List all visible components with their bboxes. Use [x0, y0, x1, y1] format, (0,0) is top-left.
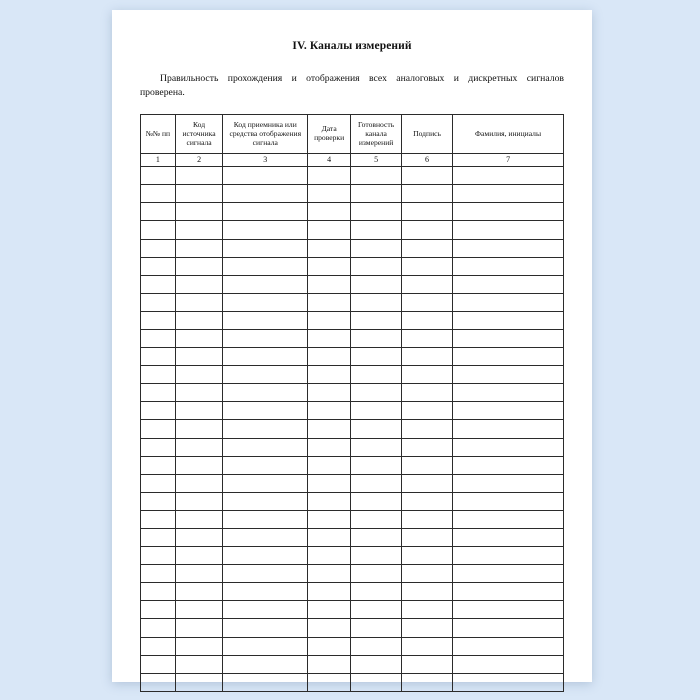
table-cell[interactable] [401, 329, 452, 347]
table-cell[interactable] [223, 655, 308, 673]
table-cell[interactable] [351, 239, 402, 257]
table-cell[interactable] [401, 673, 452, 691]
table-cell[interactable] [351, 492, 402, 510]
table-cell[interactable] [175, 239, 223, 257]
table-cell[interactable] [308, 565, 351, 583]
table-cell[interactable] [401, 384, 452, 402]
table-cell[interactable] [141, 348, 176, 366]
table-cell[interactable] [351, 311, 402, 329]
table-cell[interactable] [351, 384, 402, 402]
table-cell[interactable] [401, 655, 452, 673]
table-cell[interactable] [223, 474, 308, 492]
table-cell[interactable] [141, 474, 176, 492]
table-row[interactable] [141, 583, 564, 601]
table-cell[interactable] [401, 420, 452, 438]
table-cell[interactable] [175, 257, 223, 275]
table-row[interactable] [141, 420, 564, 438]
table-row[interactable] [141, 366, 564, 384]
column-number-6: 6 [401, 154, 452, 167]
table-cell[interactable] [308, 185, 351, 203]
table-cell[interactable] [141, 275, 176, 293]
table-cell[interactable] [223, 221, 308, 239]
table-row[interactable] [141, 637, 564, 655]
table-cell[interactable] [308, 239, 351, 257]
table-row[interactable] [141, 311, 564, 329]
table-cell[interactable] [351, 619, 402, 637]
table-row[interactable] [141, 510, 564, 528]
table-row[interactable] [141, 402, 564, 420]
table-cell[interactable] [223, 601, 308, 619]
column-header-signature: Подпись [401, 115, 452, 154]
measurement-channels-table [140, 114, 564, 692]
table-cell[interactable] [401, 619, 452, 637]
table-cell[interactable] [175, 311, 223, 329]
table-row[interactable] [141, 384, 564, 402]
table-cell[interactable] [351, 583, 402, 601]
table-cell[interactable] [453, 293, 564, 311]
table-cell[interactable] [175, 510, 223, 528]
table-cell[interactable] [453, 474, 564, 492]
table-cell[interactable] [141, 185, 176, 203]
column-number-7: 7 [453, 154, 564, 167]
table-cell[interactable] [141, 293, 176, 311]
table-cell[interactable] [223, 348, 308, 366]
table-cell[interactable] [175, 637, 223, 655]
table-cell[interactable] [175, 529, 223, 547]
table-cell[interactable] [401, 438, 452, 456]
table-cell[interactable] [141, 510, 176, 528]
table-cell[interactable] [308, 474, 351, 492]
table-cell[interactable] [401, 456, 452, 474]
table-cell[interactable] [308, 275, 351, 293]
table-cell[interactable] [223, 275, 308, 293]
column-header-receiver-code: Код приемника или средства отображения сигнала [223, 115, 308, 154]
table-cell[interactable] [141, 619, 176, 637]
table-cell[interactable] [351, 601, 402, 619]
table-cell[interactable] [401, 221, 452, 239]
table-cell[interactable] [175, 655, 223, 673]
table-cell[interactable] [401, 348, 452, 366]
table-cell[interactable] [351, 275, 402, 293]
table-cell[interactable] [223, 185, 308, 203]
table-cell[interactable] [308, 637, 351, 655]
table-cell[interactable] [141, 637, 176, 655]
table-row[interactable] [141, 492, 564, 510]
table-cell[interactable] [453, 637, 564, 655]
table-cell[interactable] [223, 257, 308, 275]
table-cell[interactable] [175, 167, 223, 185]
table-cell[interactable] [401, 492, 452, 510]
table-cell[interactable] [223, 565, 308, 583]
table-cell[interactable] [175, 601, 223, 619]
table-cell[interactable] [223, 619, 308, 637]
table-cell[interactable] [401, 239, 452, 257]
table-cell[interactable] [351, 547, 402, 565]
table-cell[interactable] [223, 637, 308, 655]
table-cell[interactable] [175, 438, 223, 456]
table-cell[interactable] [453, 673, 564, 691]
table-cell[interactable] [175, 583, 223, 601]
table-cell[interactable] [141, 402, 176, 420]
table-cell[interactable] [401, 203, 452, 221]
table-cell[interactable] [401, 601, 452, 619]
table-row[interactable] [141, 456, 564, 474]
table-cell[interactable] [351, 329, 402, 347]
table-cell[interactable] [308, 384, 351, 402]
table-cell[interactable] [223, 456, 308, 474]
table-cell[interactable] [351, 402, 402, 420]
table-cell[interactable] [351, 529, 402, 547]
table-cell[interactable] [223, 547, 308, 565]
table-cell[interactable] [141, 438, 176, 456]
table-cell[interactable] [453, 420, 564, 438]
table-cell[interactable] [351, 510, 402, 528]
table-cell[interactable] [351, 456, 402, 474]
table-cell[interactable] [223, 167, 308, 185]
table-cell[interactable] [308, 293, 351, 311]
table-cell[interactable] [453, 583, 564, 601]
table-cell[interactable] [401, 547, 452, 565]
table-cell[interactable] [453, 167, 564, 185]
table-row[interactable] [141, 601, 564, 619]
table-cell[interactable] [308, 456, 351, 474]
table-cell[interactable] [308, 601, 351, 619]
table-cell[interactable] [351, 221, 402, 239]
table-cell[interactable] [401, 275, 452, 293]
table-cell[interactable] [223, 384, 308, 402]
table-cell[interactable] [351, 565, 402, 583]
table-cell[interactable] [401, 529, 452, 547]
table-row[interactable] [141, 348, 564, 366]
table-cell[interactable] [223, 239, 308, 257]
table-cell[interactable] [175, 203, 223, 221]
table-cell[interactable] [175, 329, 223, 347]
table-cell[interactable] [308, 348, 351, 366]
table-row[interactable] [141, 185, 564, 203]
table-cell[interactable] [401, 185, 452, 203]
table-cell[interactable] [141, 221, 176, 239]
table-cell[interactable] [453, 203, 564, 221]
page-content [140, 40, 564, 692]
table-cell[interactable] [175, 420, 223, 438]
table-row[interactable] [141, 565, 564, 583]
table-cell[interactable] [351, 348, 402, 366]
column-header-source-code: Код источника сигнала [175, 115, 223, 154]
table-row[interactable] [141, 329, 564, 347]
table-cell[interactable] [223, 583, 308, 601]
table-cell[interactable] [308, 619, 351, 637]
table-cell[interactable] [141, 655, 176, 673]
table-cell[interactable] [141, 583, 176, 601]
table-cell[interactable] [308, 547, 351, 565]
table-cell[interactable] [308, 438, 351, 456]
table-cell[interactable] [453, 402, 564, 420]
table-cell[interactable] [141, 529, 176, 547]
column-number-2: 2 [175, 154, 223, 167]
table-cell[interactable] [351, 257, 402, 275]
table-row[interactable] [141, 239, 564, 257]
table-cell[interactable] [141, 239, 176, 257]
table-cell[interactable] [223, 293, 308, 311]
table-cell[interactable] [141, 673, 176, 691]
table-cell[interactable] [453, 348, 564, 366]
table-cell[interactable] [141, 547, 176, 565]
table-cell[interactable] [308, 167, 351, 185]
column-header-surname-initials: Фамилия, инициалы [453, 115, 564, 154]
table-cell[interactable] [453, 221, 564, 239]
table-cell[interactable] [223, 311, 308, 329]
table-cell[interactable] [351, 366, 402, 384]
table-cell[interactable] [223, 438, 308, 456]
table-cell[interactable] [175, 474, 223, 492]
table-cell[interactable] [351, 474, 402, 492]
table-cell[interactable] [308, 492, 351, 510]
table-cell[interactable] [453, 275, 564, 293]
table-cell[interactable] [401, 565, 452, 583]
table-cell[interactable] [308, 583, 351, 601]
table-cell[interactable] [141, 311, 176, 329]
column-header-check-date: Дата проверки [308, 115, 351, 154]
table-cell[interactable] [401, 293, 452, 311]
table-cell[interactable] [351, 655, 402, 673]
table-cell[interactable] [453, 239, 564, 257]
table-cell[interactable] [141, 492, 176, 510]
table-row[interactable] [141, 257, 564, 275]
table-row[interactable] [141, 547, 564, 565]
table-cell[interactable] [308, 329, 351, 347]
table-cell[interactable] [141, 565, 176, 583]
table-cell[interactable] [175, 384, 223, 402]
table-cell[interactable] [141, 329, 176, 347]
table-cell[interactable] [351, 203, 402, 221]
table-cell[interactable] [175, 402, 223, 420]
page-title: IV. Каналы измерений [292, 40, 412, 52]
table-cell[interactable] [141, 167, 176, 185]
table-cell[interactable] [175, 293, 223, 311]
table-cell[interactable] [401, 510, 452, 528]
table-cell[interactable] [308, 510, 351, 528]
table-cell[interactable] [141, 384, 176, 402]
table-column-number-row [141, 154, 564, 167]
table-row[interactable] [141, 438, 564, 456]
table-cell[interactable] [401, 366, 452, 384]
table-header-row [141, 115, 564, 154]
table-cell[interactable] [453, 257, 564, 275]
table-row[interactable] [141, 655, 564, 673]
column-number-4: 4 [308, 154, 351, 167]
table-cell[interactable] [308, 655, 351, 673]
table-cell[interactable] [351, 293, 402, 311]
table-cell[interactable] [223, 203, 308, 221]
table-cell[interactable] [308, 203, 351, 221]
table-cell[interactable] [141, 601, 176, 619]
table-header [141, 115, 564, 167]
table-cell[interactable] [223, 529, 308, 547]
table-cell[interactable] [223, 673, 308, 691]
table-cell[interactable] [401, 474, 452, 492]
table-row[interactable] [141, 167, 564, 185]
table-cell[interactable] [175, 565, 223, 583]
table-row[interactable] [141, 619, 564, 637]
table-cell[interactable] [223, 329, 308, 347]
table-row[interactable] [141, 474, 564, 492]
column-number-3: 3 [223, 154, 308, 167]
table-cell[interactable] [453, 311, 564, 329]
column-number-1: 1 [141, 154, 176, 167]
table-cell[interactable] [453, 565, 564, 583]
table-cell[interactable] [401, 167, 452, 185]
table-cell[interactable] [141, 420, 176, 438]
table-cell[interactable] [453, 366, 564, 384]
column-header-channel-readiness: Готовность канала измерений [351, 115, 402, 154]
table-cell[interactable] [351, 438, 402, 456]
table-row[interactable] [141, 203, 564, 221]
table-cell[interactable] [141, 366, 176, 384]
table-cell[interactable] [308, 366, 351, 384]
table-body [141, 167, 564, 692]
table-cell[interactable] [223, 402, 308, 420]
table-row[interactable] [141, 293, 564, 311]
table-cell[interactable] [453, 329, 564, 347]
table-cell[interactable] [223, 420, 308, 438]
table-cell[interactable] [175, 456, 223, 474]
table-cell[interactable] [175, 275, 223, 293]
table-cell[interactable] [223, 510, 308, 528]
table-cell[interactable] [175, 348, 223, 366]
table-cell[interactable] [175, 673, 223, 691]
table-row[interactable] [141, 221, 564, 239]
table-cell[interactable] [401, 257, 452, 275]
table-cell[interactable] [453, 529, 564, 547]
table-row[interactable] [141, 275, 564, 293]
table-cell[interactable] [308, 257, 351, 275]
table-row[interactable] [141, 529, 564, 547]
table-cell[interactable] [175, 619, 223, 637]
table-cell[interactable] [453, 619, 564, 637]
table-cell[interactable] [141, 257, 176, 275]
table-cell[interactable] [175, 366, 223, 384]
table-cell[interactable] [351, 167, 402, 185]
table-cell[interactable] [308, 529, 351, 547]
table-cell[interactable] [453, 438, 564, 456]
column-number-5: 5 [351, 154, 402, 167]
table-cell[interactable] [351, 185, 402, 203]
table-cell[interactable] [175, 492, 223, 510]
table-cell[interactable] [453, 492, 564, 510]
table-cell[interactable] [453, 601, 564, 619]
table-cell[interactable] [308, 221, 351, 239]
table-cell[interactable] [453, 655, 564, 673]
table-cell[interactable] [401, 637, 452, 655]
table-cell[interactable] [141, 203, 176, 221]
table-cell[interactable] [453, 456, 564, 474]
table-cell[interactable] [223, 492, 308, 510]
table-cell[interactable] [351, 637, 402, 655]
table-row[interactable] [141, 673, 564, 691]
table-cell[interactable] [141, 456, 176, 474]
table-cell[interactable] [308, 673, 351, 691]
table-cell[interactable] [175, 547, 223, 565]
table-cell[interactable] [453, 510, 564, 528]
page-shadow-wrapper [112, 10, 592, 682]
table-cell[interactable] [308, 402, 351, 420]
table-cell[interactable] [453, 185, 564, 203]
document-page [112, 10, 592, 682]
table-cell[interactable] [308, 420, 351, 438]
table-cell[interactable] [175, 221, 223, 239]
table-cell[interactable] [308, 311, 351, 329]
column-header-number: №№ пп [141, 115, 176, 154]
table-cell[interactable] [453, 547, 564, 565]
table-cell[interactable] [401, 583, 452, 601]
table-cell[interactable] [453, 384, 564, 402]
table-cell[interactable] [351, 420, 402, 438]
intro-paragraph: Правильность прохождения и отображения всех аналоговых и дискретных сигналов проверена. [140, 73, 564, 99]
table-cell[interactable] [401, 311, 452, 329]
table-cell[interactable] [175, 185, 223, 203]
table-cell[interactable] [401, 402, 452, 420]
table-cell[interactable] [351, 673, 402, 691]
table-cell[interactable] [223, 366, 308, 384]
